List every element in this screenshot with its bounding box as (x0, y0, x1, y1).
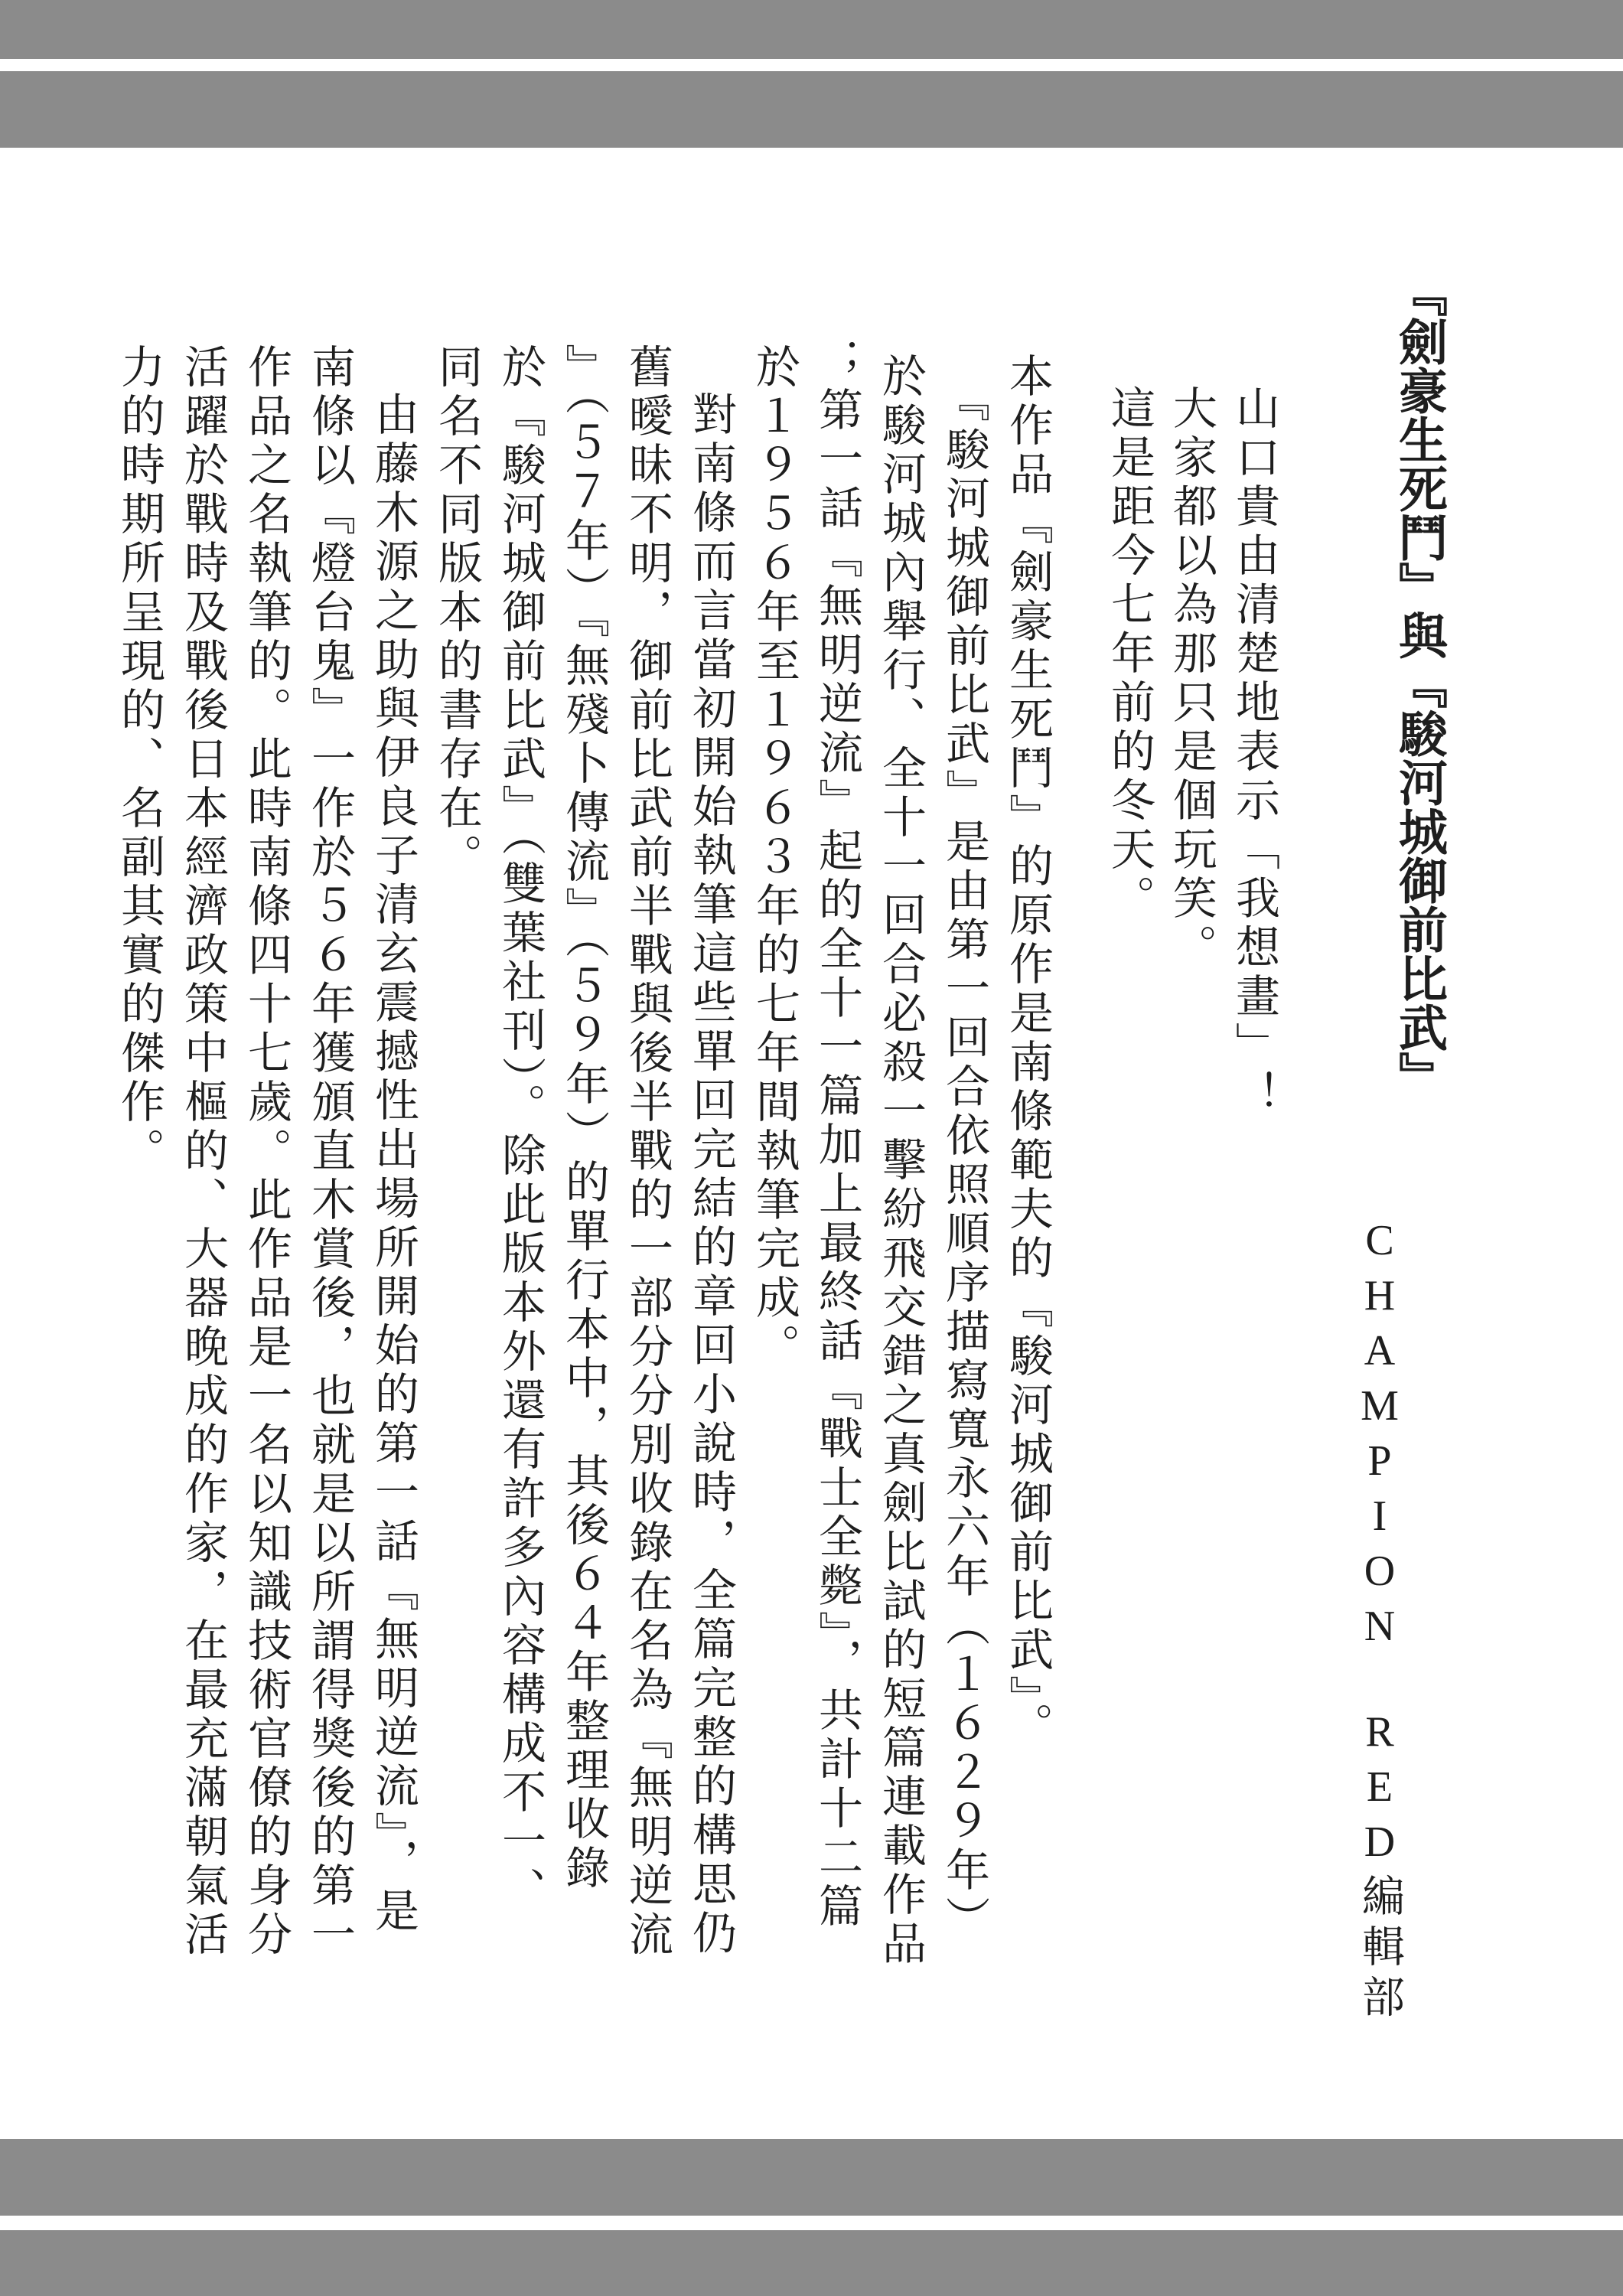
body-line-3: 於駿河城內舉行、全十一回合必殺一擊紛飛交錯之真劍比試的短篇連載作品 (875, 353, 927, 1969)
body-line-8: 』（５７年）『無殘卜傳流』（５９年）的單行本中，其後６４年整理收錄 (558, 344, 610, 1893)
body-line-11: 由藤木源之助與伊良子清玄震撼性出場所開始的第一話『無明逆流』，是 (367, 391, 419, 1936)
body-line-1: 本作品『劍豪生死鬥』的原作是南條範夫的『駿河城御前比武』。 (1002, 353, 1054, 1751)
body-line-12: 南條以『燈台鬼』一作於５６年獲頒直木賞後，也就是以所謂得獎後的第一 (304, 344, 356, 1960)
credit-line: CHAMPION RED編輯部 (1356, 1217, 1403, 2025)
intro-line-2: 大家都以為那只是個玩笑。 (1165, 385, 1217, 973)
bottom-gray-band (0, 2139, 1623, 2216)
body-line-7: 舊曖昧不明，御前比武前半戰與後半戰的一部分分別收錄在名為『無明逆流 (621, 344, 673, 1960)
body-line-13: 作品之名執筆的。此時南條四十七歲。此作品是一名以知識技術官僚的身分 (240, 344, 292, 1960)
intro-line-1: 山口貴由清楚地表示「我想畫」！ (1228, 385, 1280, 1120)
top-gray-band (0, 0, 1623, 59)
body-line-14: 活躍於戰時及戰後日本經濟政策中樞的、大器晚成的作家，在最充滿朝氣活 (177, 344, 229, 1960)
body-line-9: 於『駿河城御前比武』（雙葉社刊）。除此版本外還有許多內容構成不一、 (494, 344, 546, 1916)
document-page (0, 148, 1623, 2139)
body-line-2: 『駿河城御前比武』是由第一回合依照順序描寫寬永六年（１６２９年） (938, 377, 990, 1945)
bottom-gray-band-2 (0, 2230, 1623, 2296)
body-line-6: 對南條而言當初開始執筆這些單回完結的章回小說時，全篇完整的構思仍 (685, 391, 737, 1958)
article-title: 『劍豪生死鬥』與『駿河城御前比武』 (1390, 268, 1448, 1101)
body-line-10: 同名不同版本的書存在。 (431, 344, 483, 882)
body-line-4: ；第一話『無明逆流』起的全十一篇加上最終話『戰士全斃』，共計十二篇 (811, 338, 863, 1932)
body-line-5: 於１９５６年至１９６３年的七年間執筆完成。 (748, 344, 800, 1372)
top-gray-band-2 (0, 71, 1623, 148)
intro-line-3: 這是距今七年前的冬天。 (1103, 385, 1155, 924)
body-line-15: 力的時期所呈現的、名副其實的傑作。 (113, 344, 165, 1176)
